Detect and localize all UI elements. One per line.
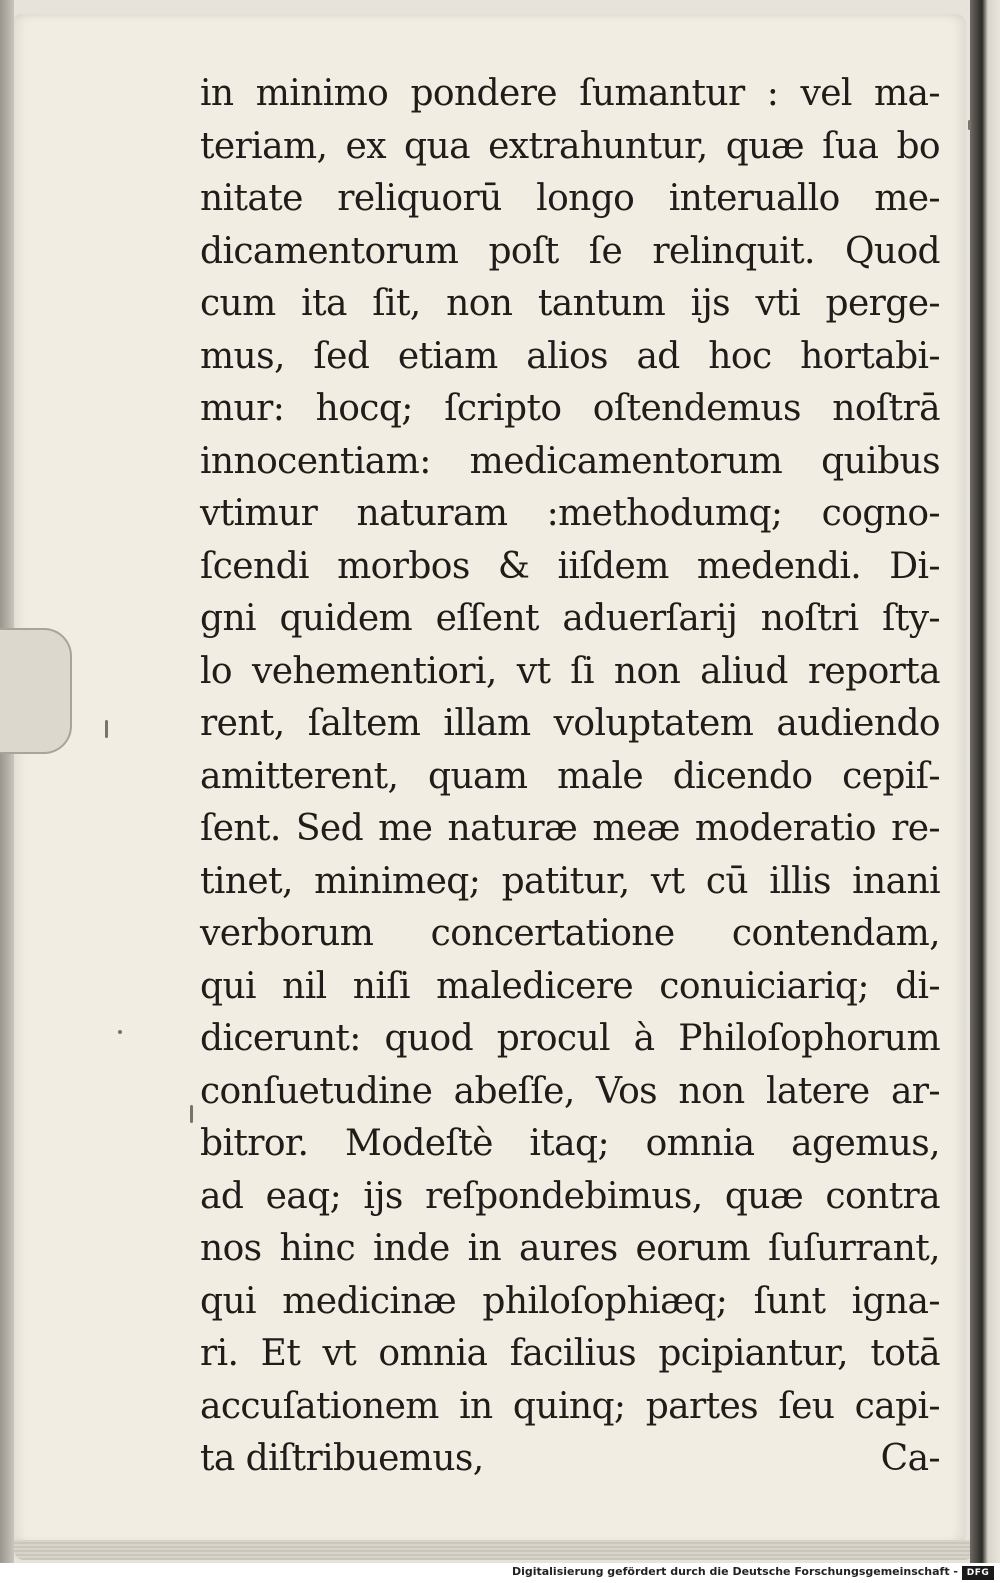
paper-speck: [190, 1105, 193, 1123]
text-line: amitterent, quam male dicendo cepiſ-: [200, 755, 940, 797]
text-line: in minimo pondere ſumantur : vel ma-: [200, 73, 940, 114]
text-line: nitate reliquorū longo interuallo me-: [200, 178, 940, 219]
text-line: conſuetudine abeſſe, Vos non latere ar-: [200, 1070, 940, 1112]
text-line: mur: hocq; ſcripto oſtendemus noſtrā: [200, 388, 940, 429]
text-line: ſent. Sed me naturæ meæ moderatio re-: [200, 808, 940, 849]
text-line: teriam, ex qua extrahuntur, quæ ſua bo: [200, 125, 940, 167]
text-line: ri. Et vt omnia facilius pcipiantur, totā: [200, 1333, 940, 1374]
text-line: cum ita ſit, non tantum ijs vti perge-: [200, 283, 940, 324]
text-line: gni quidem eſſent aduerſarij noſtri ſty-: [200, 598, 940, 639]
text-line: ad eaq; ijs reſpondebimus, quæ contra: [200, 1175, 940, 1217]
text-line: qui medicinæ philoſophiæq; ſunt igna-: [200, 1280, 940, 1322]
funding-credit: Digitalisierung gefördert durch die Deutsche Forschungsgemeinschaft -: [511, 1565, 958, 1578]
text-line: verborum concertatione contendam,: [200, 913, 940, 954]
text-line: bitror. Modeſtè itaq; omnia agemus,: [200, 1123, 940, 1164]
bookmark-tab: [0, 628, 72, 754]
text-line: dicamentorum poſt ſe relinquit. Quod: [200, 230, 940, 272]
text-line: ſcendi morbos & iiſdem medendi. Di-: [200, 545, 940, 587]
paper-speck: [118, 1030, 122, 1034]
paper-speck: [105, 720, 108, 738]
text-line: accuſationem in quinq; partes ſeu capi-: [200, 1385, 940, 1427]
page-fore-edge: [14, 1540, 974, 1560]
text-line: nos hinc inde in aures eorum ſuſurrant,: [200, 1228, 940, 1269]
text-line: lo vehementiori, vt ſi non aliud reporta: [200, 650, 940, 692]
text-line: qui nil niſi maledicere conuiciariq; di-: [200, 965, 940, 1007]
catchword: Ca-: [880, 1438, 940, 1479]
text-line: tinet, minimeq; patitur, vt cū illis inani: [200, 860, 940, 902]
book-gutter: [970, 0, 1000, 1563]
text-line: dicerunt: quod procul à Philoſophorum: [200, 1018, 940, 1059]
text-line: rent, ſaltem illam voluptatem audiendo: [200, 703, 940, 744]
paper-speck: [968, 120, 971, 130]
book-left-edge: [0, 0, 14, 1563]
text-line: mus, ſed etiam alios ad hoc hortabi-: [200, 335, 940, 377]
digitization-footer: [0, 1563, 1000, 1583]
dfg-logo: DFG: [962, 1566, 994, 1580]
text-line: innocentiam: medicamentorum quibus: [200, 440, 940, 482]
last-text-line: ta diſtribuemus,: [200, 1438, 484, 1479]
text-line: vtimur naturam :methodumq; cogno-: [200, 493, 940, 534]
body-text: [200, 68, 940, 1486]
